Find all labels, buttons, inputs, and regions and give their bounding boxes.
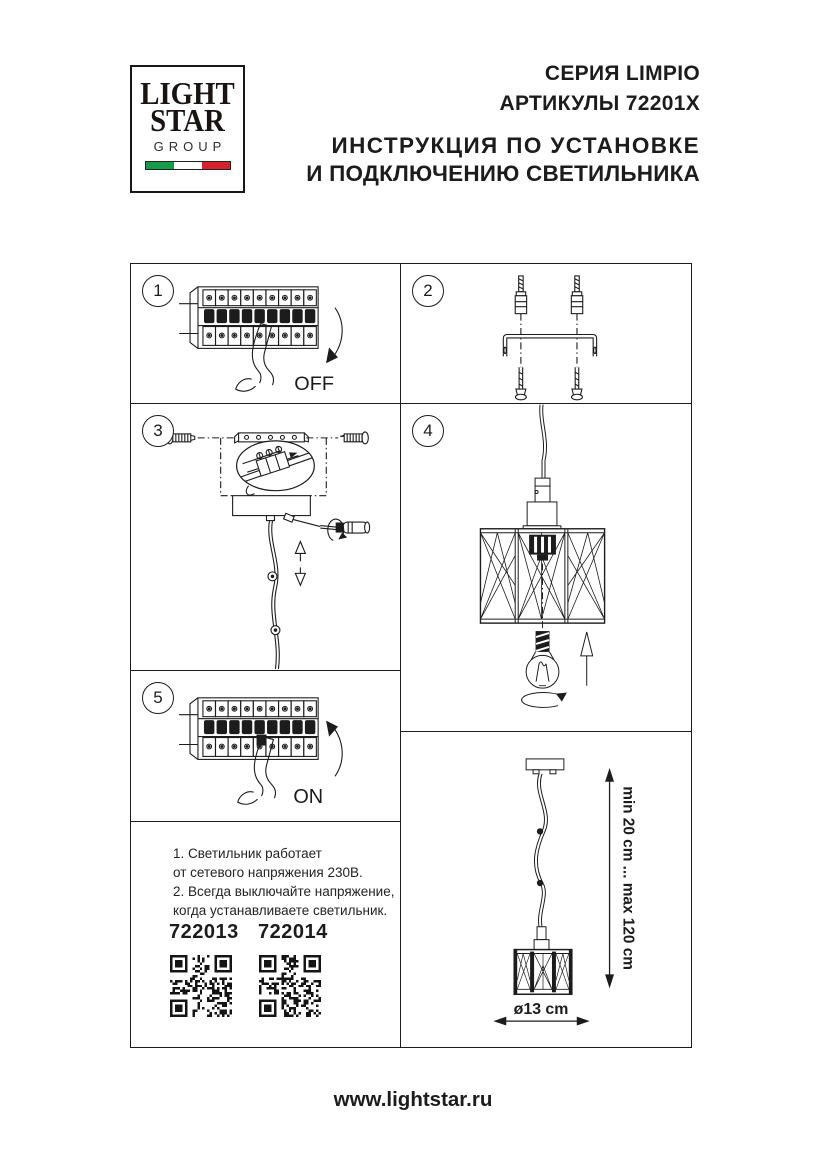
bracket-wiring-diagram <box>131 404 400 670</box>
website-url: www.lightstar.ru <box>333 1088 493 1111</box>
italian-flag-stripe <box>145 161 231 170</box>
step-2-number-badge: 2 <box>412 275 444 307</box>
diameter-label: ø13 cm <box>513 1001 569 1019</box>
step-2-panel <box>401 264 691 404</box>
flag-white-segment <box>174 162 202 169</box>
bulb-install-diagram <box>401 404 691 731</box>
mounting-kit-diagram <box>401 264 691 403</box>
product-column <box>258 921 328 1022</box>
flag-green-segment <box>146 162 174 169</box>
off-label: OFF <box>294 373 334 396</box>
note-line-2: от сетевого напряжения 230В. <box>173 865 363 880</box>
logo-word-light: LIGHT <box>140 75 235 111</box>
product-code: 722013 <box>169 921 239 943</box>
instruction-title-line2: И ПОДКЛЮЧЕНИЮ СВЕТИЛЬНИКА <box>306 161 700 186</box>
note-line-3: 2. Всегда выключайте напряжение, <box>173 884 395 899</box>
qr-code <box>259 955 321 1017</box>
instruction-title-line1: ИНСТРУКЦИЯ ПО УСТАНОВКЕ <box>331 133 700 158</box>
height-range-label: min 20 cm ... max 120 cm <box>619 786 637 970</box>
product-codes <box>169 921 328 1022</box>
qr-code <box>170 955 232 1017</box>
product-code: 722014 <box>258 921 328 943</box>
lightstar-logo <box>130 65 245 193</box>
product-column <box>169 921 239 1022</box>
notes-panel <box>131 822 401 1047</box>
step-1-number-badge: 1 <box>142 275 174 307</box>
step-4-number-badge: 4 <box>412 415 444 447</box>
step-1-panel <box>131 264 401 404</box>
dimensions-panel <box>401 732 691 1047</box>
step-3-panel <box>131 404 401 671</box>
step-5-number-badge: 5 <box>142 682 174 714</box>
step-3-number-badge: 3 <box>142 415 174 447</box>
document-titles <box>306 59 700 188</box>
step-4-panel <box>401 404 691 732</box>
series-title: СЕРИЯ LIMPIO <box>544 62 700 85</box>
step-5-panel <box>131 671 401 822</box>
safety-notes <box>173 844 394 920</box>
logo-word-star: STAR <box>150 102 225 138</box>
dimensions-diagram <box>401 732 691 1047</box>
logo-word-group: GROUP <box>153 139 227 154</box>
articles-title: АРТИКУЛЫ 72201X <box>499 92 700 115</box>
on-label: ON <box>293 786 324 809</box>
steps-grid <box>130 263 692 1048</box>
note-line-4: когда устанавливаете светильник. <box>173 903 388 918</box>
flag-red-segment <box>202 162 230 169</box>
note-line-1: 1. Светильник работает <box>173 846 322 861</box>
